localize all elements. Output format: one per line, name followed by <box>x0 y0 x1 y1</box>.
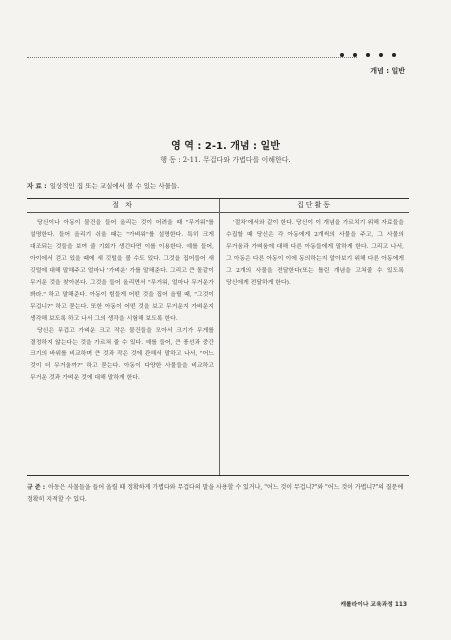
materials-line <box>27 181 407 190</box>
column-divider <box>219 199 220 475</box>
materials-label: 자 료 : <box>27 182 47 190</box>
procedure-column-header: 절 차 <box>112 201 134 209</box>
behavior-subtitle: 행 동 : 2-11. 무겁다와 가볍다를 이해한다. <box>160 156 291 164</box>
activity-table <box>27 198 409 476</box>
procedure-cell <box>30 218 214 385</box>
header-dots <box>340 53 396 57</box>
bullet-dot-icon <box>353 53 357 57</box>
bullet-dot-icon <box>379 53 383 57</box>
category-label: 개념 : 일반 <box>370 67 405 75</box>
procedure-paragraph: 당신은 무겁고 가벼운 크고 작은 물건들을 모아서 크기가 무게를 결정하지 않는다는 것을 가르쳐 줄 수 있다. 예를 들어, 큰 풍선과 중간 크기의 바위를 비교하며 큰 것과 작은 것에 관해서 말하고 나서, "어느 것이 더 무거울까?" 하고 묻는다. 아동이 다양한 사물들을 비교하고 무거운 것과 가벼운 것에 대해 말하게 한다. <box>30 327 214 382</box>
criterion-note <box>27 482 409 506</box>
group-activity-cell <box>226 218 404 290</box>
bullet-dot-icon <box>392 53 396 57</box>
page-footer: 캐롤라이나 교육과정 113 <box>340 602 407 608</box>
materials-text: 일상적인 집 또는 교실에서 볼 수 있는 사물들. <box>49 182 180 190</box>
criterion-label: 규 준 : <box>27 484 46 491</box>
header-dotted-rule <box>27 57 357 58</box>
group-activity-column-header: 집단활동 <box>296 201 333 209</box>
domain-title: 영 역 : 2-1. 개념 : 일반 <box>171 141 280 152</box>
bullet-dot-icon <box>340 53 344 57</box>
procedure-paragraph: 당신이나 아동이 물건을 들어 올리는 것이 어려울 때 "무거워"를 설명한다. 들어 올리기 쉬울 때는 "가벼워"를 설명한다. 특히 크게 대조되는 것들을 보여 줄 기회가 생긴다면 이를 이용한다. 예를 들어, 아이에서 걷고 있을 때에 새 깃털을 볼 수도 있다. 그것을 집어들어 새 깃털에 대해 말해주고 얼마나 '가벼운' 가를 말해준다. 그리고 큰 돌같이 무거운 것을 찾아본다. 그것을 들어 올리면서 "무거워, 얼마나 무거운가 봐라." 하고 말해준다. 아동이 힘들게 어떤 것을 집어 올릴 때, "그것이 무겁니?" 하고 묻는다. 또한 아동이 어떤 것을 보고 무거운지 가벼운지 생각해 보도록 하고 나서 그의 생각을 시험해 보도록 한다. <box>30 220 214 322</box>
criterion-text: 아동은 사물들을 들어 올릴 때 정확하게 가볍다와 무겁다의 말을 사용할 수 있거나, "어느 것이 무겁니?"와 "어느 것이 가볍니?"의 질문에 정확히 지적할 수 있다. <box>27 484 404 503</box>
group-activity-paragraph: '절차'에서와 같이 한다. 당신이 이 개념을 가르치기 위해 자료들을 수집할 때 당신은 각 아동에게 2개씩의 사물을 주고, 그 사물의 무거움과 가벼움에 대해 다른 아동들에게 말하게 한다. 그리고 나서, 그 아동은 다른 아동이 이에 동의하는지 알아보기 위해 다른 아동에게 그 2개의 사물을 전달한다(또는 틀린 개념을 고쳐줄 수 있도록 당신에게 전달하게 한다). <box>226 220 404 286</box>
bullet-dot-icon <box>366 53 370 57</box>
header-divider <box>27 212 409 213</box>
